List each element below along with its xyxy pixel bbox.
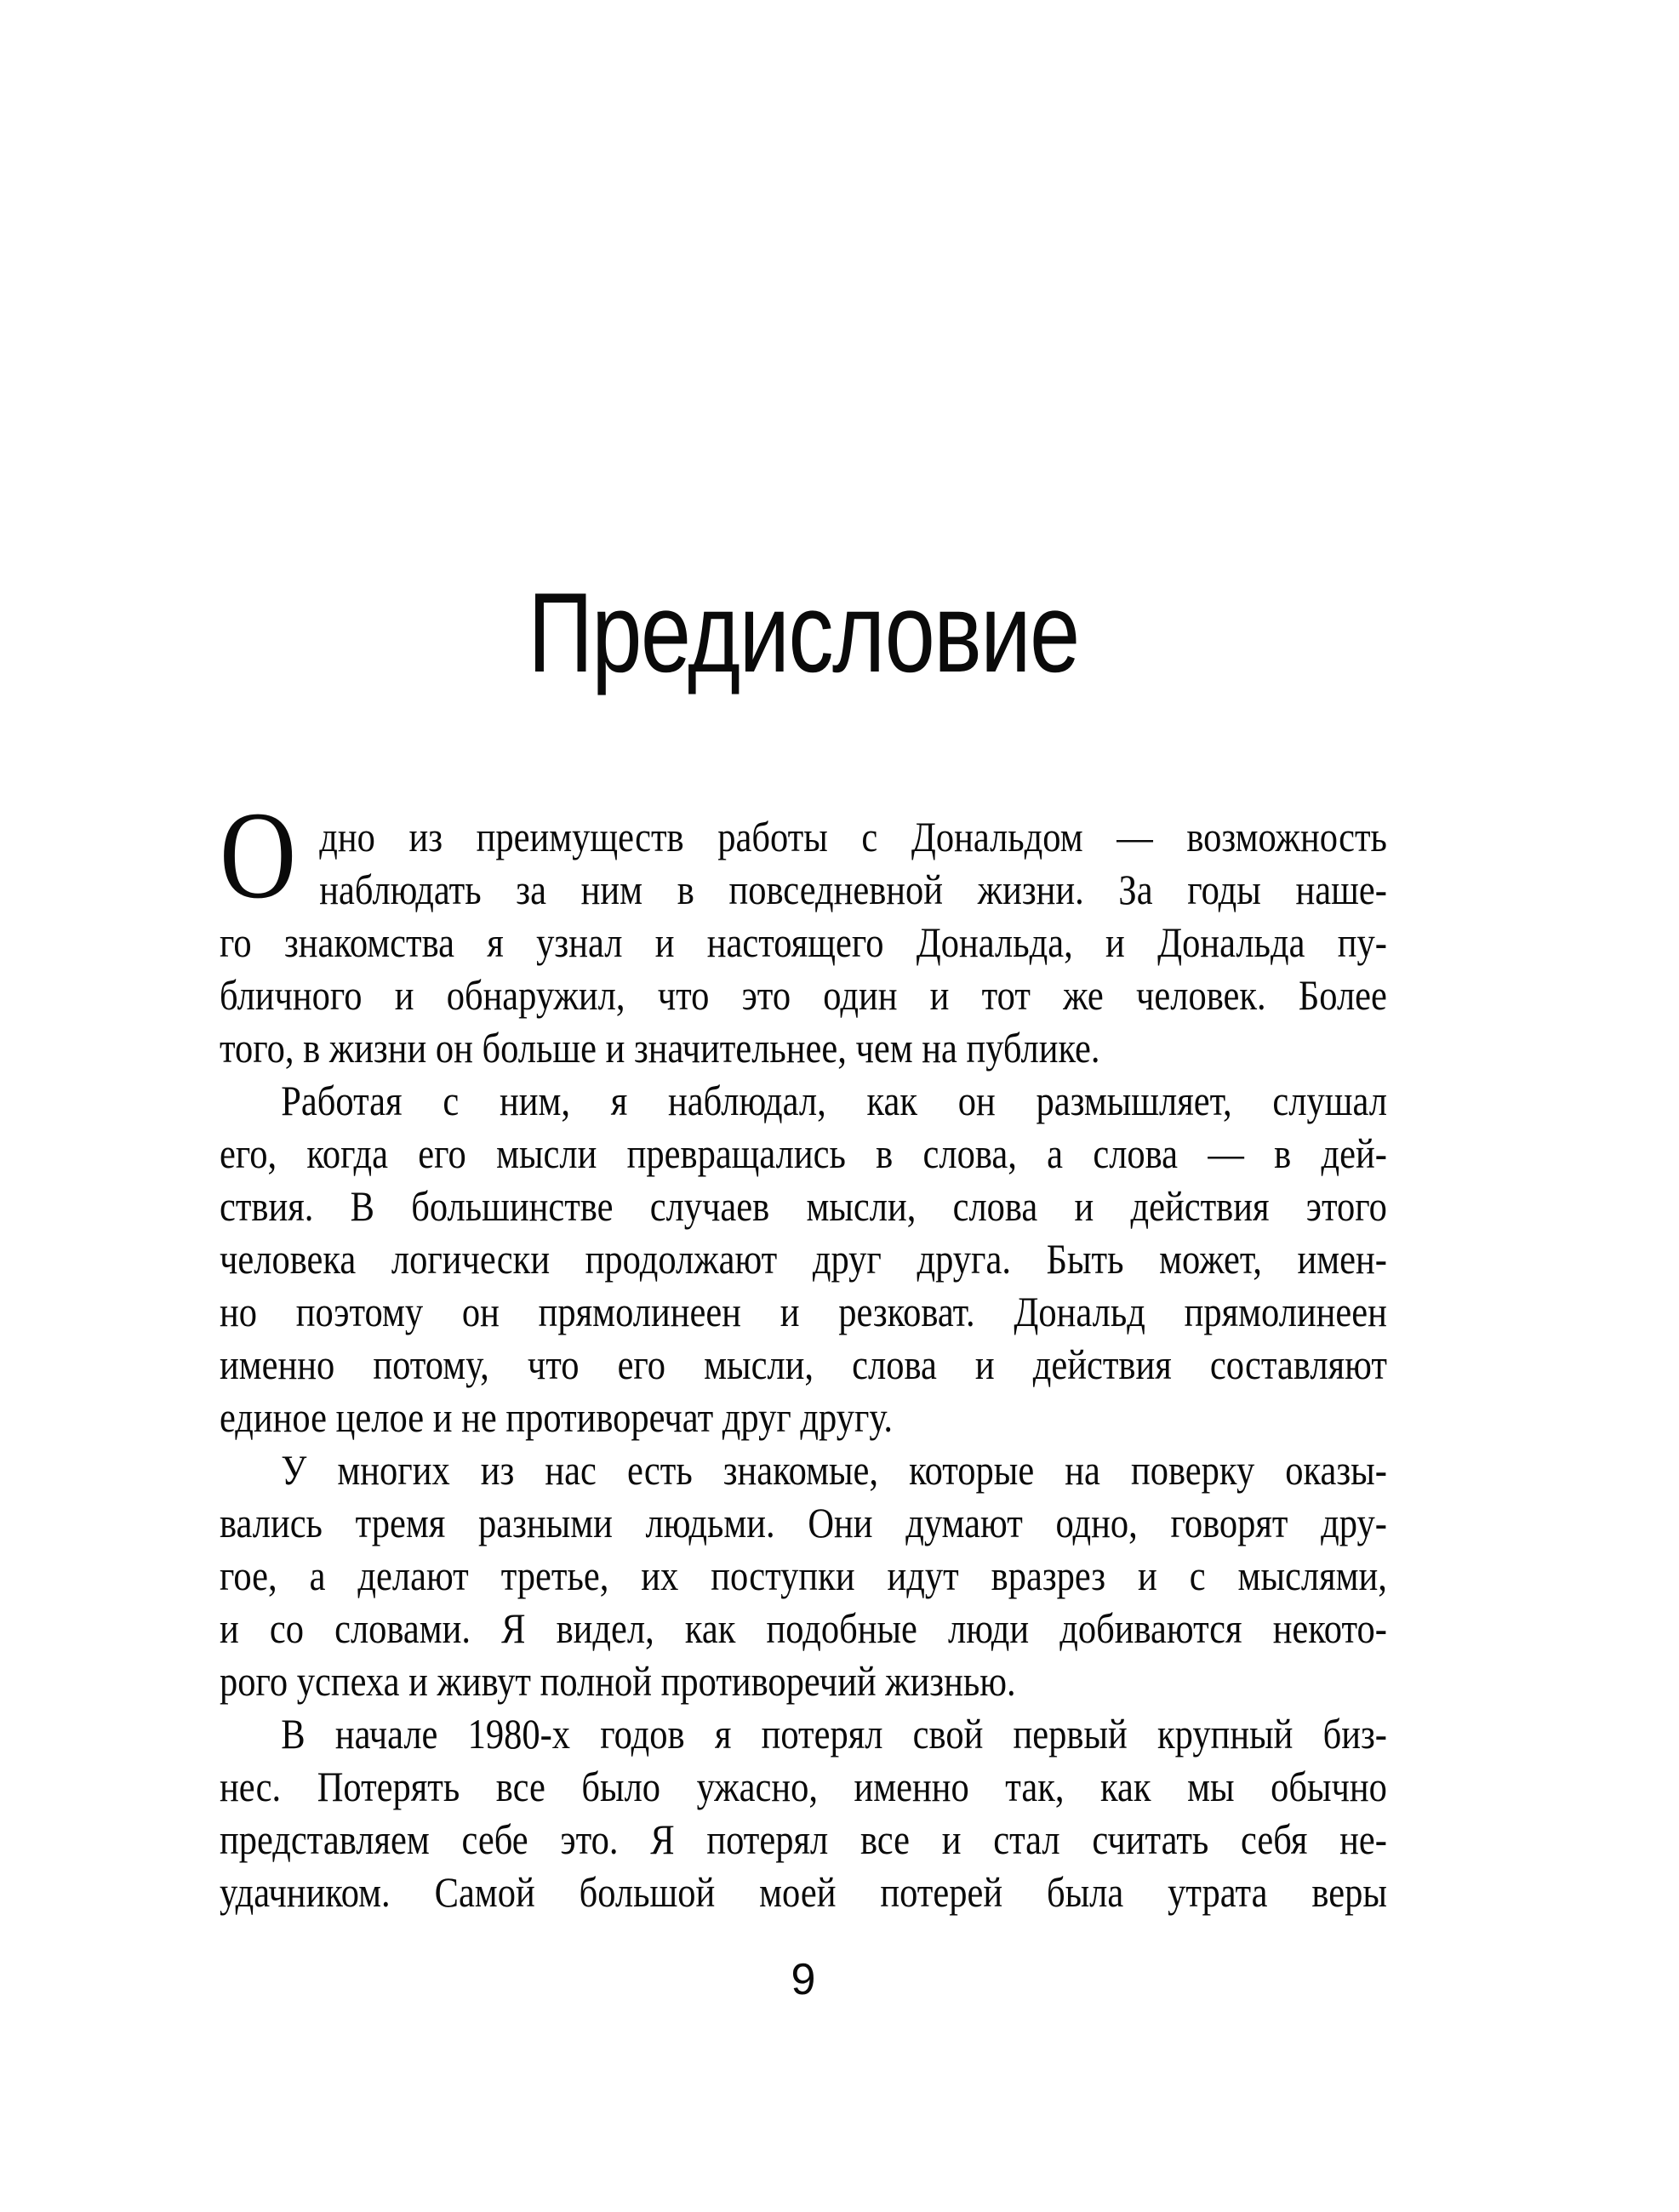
chapter-title: Предисловие: [528, 570, 1079, 696]
text-line: нес. Потерять все было ужасно, именно так, как мы обычно: [220, 1763, 1387, 1810]
text-line: человека логически продолжают друг друга. Быть может, имен-: [220, 1235, 1387, 1283]
drop-cap: О: [220, 786, 297, 924]
text-line: рого успеха и живут полной противоречий жизнью.: [220, 1657, 1016, 1705]
text-line: представляем себе это. Я потерял все и стал считать себя не-: [220, 1815, 1387, 1863]
text-line: В начале 1980-х годов я потерял свой первый крупный биз-: [281, 1710, 1387, 1758]
text-line: дно из преимуществ работы с Дональдом — возможность: [319, 813, 1387, 860]
text-line: Работая с ним, я наблюдал, как он размышляет, слушал: [281, 1077, 1387, 1124]
text-line: наблюдать за ним в повседневной жизни. За годы наше-: [319, 866, 1387, 913]
text-block: [220, 786, 1387, 1918]
paragraph: [220, 1707, 1387, 1918]
text-line: вались тремя разными людьми. Они думают одно, говорят дру-: [220, 1499, 1387, 1546]
text-line: но поэтому он прямолинеен и резковат. Дональд прямолинеен: [220, 1288, 1387, 1335]
text-line: бличного и обнаружил, что это один и тот же человек. Более: [220, 971, 1387, 1019]
paragraph: [220, 1443, 1387, 1707]
text-line: го знакомства я узнал и настоящего Дональда, и Дональда пу-: [220, 918, 1387, 966]
text-line: его, когда его мысли превращались в слова, а слова — в дей-: [220, 1129, 1387, 1177]
text-line: ствия. В большинстве случаев мысли, слова и действия этого: [220, 1182, 1387, 1230]
text-line: именно потому, что его мысли, слова и действия составляют: [220, 1340, 1387, 1388]
text-line: У многих из нас есть знакомые, которые на поверку оказы-: [281, 1446, 1387, 1494]
text-line: единое целое и не противоречат друг другу.: [220, 1393, 894, 1441]
paragraph: [220, 1074, 1387, 1443]
text-line: того, в жизни он больше и значительнее, чем на публике.: [220, 1024, 1100, 1072]
page-number: 9: [791, 1955, 816, 2004]
text-line: и со словами. Я видел, как подобные люди добиваются некото-: [220, 1604, 1387, 1652]
text-line: гое, а делают третье, их поступки идут вразрез и с мыслями,: [220, 1552, 1387, 1599]
paragraph: [220, 786, 1387, 1074]
text-line: удачником. Самой большой моей потерей была утрата веры: [220, 1868, 1387, 1916]
